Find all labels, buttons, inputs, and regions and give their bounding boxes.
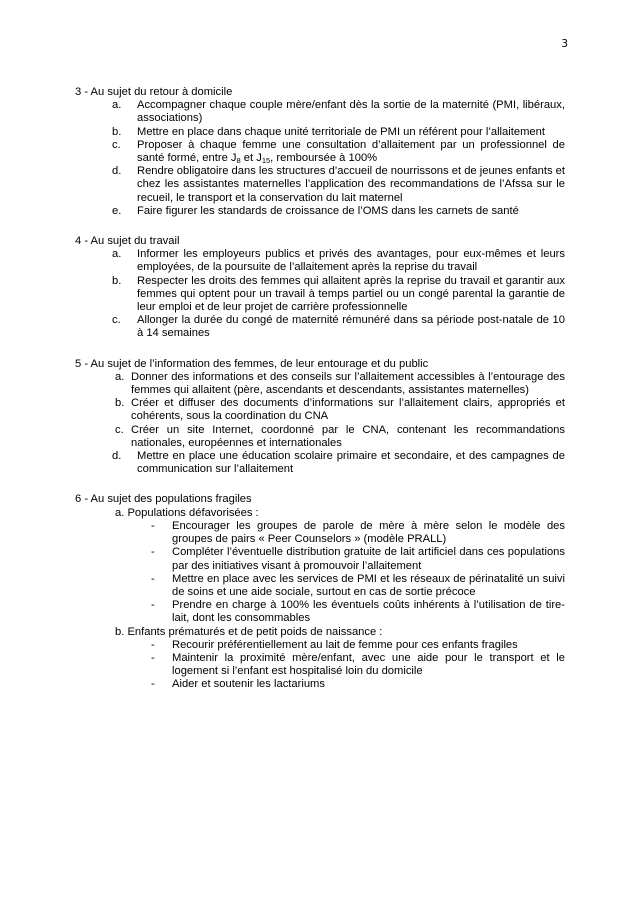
list-marker: b. [112, 274, 122, 287]
bullet-dash: - [151, 638, 155, 651]
list-marker: e. [112, 204, 122, 217]
bullet-item [75, 573, 565, 599]
bullet-text: Prendre en charge à 100% les éventuels coûts inhérents à l’utilisation de tire-lait, dont les consommables [172, 599, 565, 625]
section-populations-fragiles [75, 493, 565, 691]
list-marker: b. [112, 125, 122, 138]
list-item-text: Rendre obligatoire dans les structures d’accueil de nourrissons et de jeunes enfants et chez les assistantes maternelles l’application des recommandations de l’Afssa sur le recueil, le transport et la conservation du lait maternel [137, 165, 565, 204]
subsection-label: a. Populations défavorisées : [115, 506, 259, 519]
list-item-text: Donner des informations et des conseils sur l’allaitement accessibles à l’entourage des femmes qui allaitent (père, ascendants et descendants, assistantes maternelles) [131, 370, 565, 397]
list-item-text: Mettre en place une éducation scolaire primaire et secondaire, et des campagnes de communication sur l’allaitement [137, 450, 565, 476]
page-number: 3 [561, 38, 568, 50]
bullet-text: Encourager les groupes de parole de mère à mère selon le modèle des groupes de pairs « Peer Counselors » (modèle PRALL) [172, 519, 565, 546]
list-marker: a. [112, 99, 122, 112]
list-item [75, 139, 565, 165]
list-item-text: Faire figurer les standards de croissance de l’OMS dans les carnets de santé [137, 204, 519, 217]
list-item [75, 126, 565, 139]
list-item [75, 450, 565, 476]
bullet-text: Mettre en place avec les services de PMI et les réseaux de périnatalité un suivi de soins et une aide sociale, surtout en cas de sortie précoce [172, 572, 565, 598]
section-heading: 3 - Au sujet du retour à domicile [75, 86, 233, 98]
section-heading: 6 - Au sujet des populations fragiles [75, 493, 252, 506]
bullet-item [75, 546, 565, 572]
list-item [75, 314, 565, 340]
list-item-text: Créer et diffuser des documents d’informations sur l’allaitement clairs, appropriés et cohérents, sous la coordination du CNA [131, 397, 565, 423]
list-item [75, 424, 565, 450]
bullet-dash: - [151, 599, 155, 612]
bullet-item [75, 639, 565, 652]
bullet-dash: - [151, 678, 155, 691]
list-item-text: Respecter les droits des femmes qui allaitent après la reprise du travail et garantir aux femmes qui optent pour un travail à temps partiel ou un congé parental la garantie de leur emploi et de leur projet de carrière professionnelle [137, 274, 565, 314]
section-information [75, 358, 565, 477]
list-item-text: Allonger la durée du congé de maternité rémunéré dans sa période post-natale de 10 à 14 semaines [137, 314, 565, 340]
list-item-text [137, 139, 565, 165]
list-item [75, 99, 565, 125]
bullet-dash: - [151, 572, 155, 585]
text-part: et J [240, 152, 262, 165]
bullet-item [75, 599, 565, 625]
bullet-text: Maintenir la proximité mère/enfant, avec une aide pour le transport et le logement si l’enfant est hospitalisé loin du domicile [172, 651, 565, 678]
list-item-text: Mettre en place dans chaque unité territoriale de PMI un référent pour l’allaitement [137, 125, 545, 138]
list-marker: d. [112, 165, 122, 178]
section-retour-domicile [75, 86, 565, 218]
bullet-dash: - [151, 651, 155, 664]
list-marker: c. [112, 314, 121, 327]
bullet-text: Compléter l’éventuelle distribution gratuite de lait artificiel dans ces populations par des initiatives visant à promouvoir l’allaitement [172, 546, 565, 572]
list-item [75, 397, 565, 423]
bullet-text: Aider et soutenir les lactariums [172, 678, 325, 691]
bullet-dash: - [151, 546, 155, 559]
list-item [75, 165, 565, 205]
subscript: 8 [236, 156, 241, 166]
document-body [75, 86, 565, 709]
list-marker: b. [115, 397, 125, 410]
list-item-text: Créer un site Internet, coordonné par le CNA, contenant les recommandations nationales, européennes et internationales [131, 423, 565, 449]
section-heading: 5 - Au sujet de l’information des femmes, de leur entourage et du public [75, 357, 429, 370]
subscript: 15 [261, 156, 271, 166]
bullet-text: Recourir préférentiellement au lait de femme pour ces enfants fragiles [172, 638, 518, 651]
bullet-dash: - [151, 519, 155, 532]
list-item [75, 275, 565, 315]
bullet-item [75, 520, 565, 546]
list-item-text: Accompagner chaque couple mère/enfant dès la sortie de la maternité (PMI, libéraux, associations) [137, 99, 565, 125]
section-travail [75, 235, 565, 341]
text-part: , remboursée à 100% [270, 152, 378, 165]
list-item-text: Informer les employeurs publics et privés des avantages, pour eux-mêmes et leurs employées, de la poursuite de l’allaitement après la reprise du travail [137, 248, 565, 274]
list-marker: a. [115, 370, 125, 383]
text-part: Proposer à chaque femme une consultation d’allaitement par un professionnel de santé formé, entre J [137, 138, 565, 165]
section-heading: 4 - Au sujet du travail [75, 235, 180, 248]
list-marker: c. [112, 138, 121, 151]
subsection-label: b. Enfants prématurés et de petit poids de naissance : [115, 625, 383, 638]
list-item [75, 248, 565, 274]
list-marker: c. [115, 423, 124, 436]
list-marker: d. [112, 450, 122, 463]
list-item [75, 371, 565, 397]
bullet-item [75, 652, 565, 678]
list-item [75, 205, 565, 218]
bullet-item [75, 678, 565, 691]
list-marker: a. [112, 248, 122, 261]
